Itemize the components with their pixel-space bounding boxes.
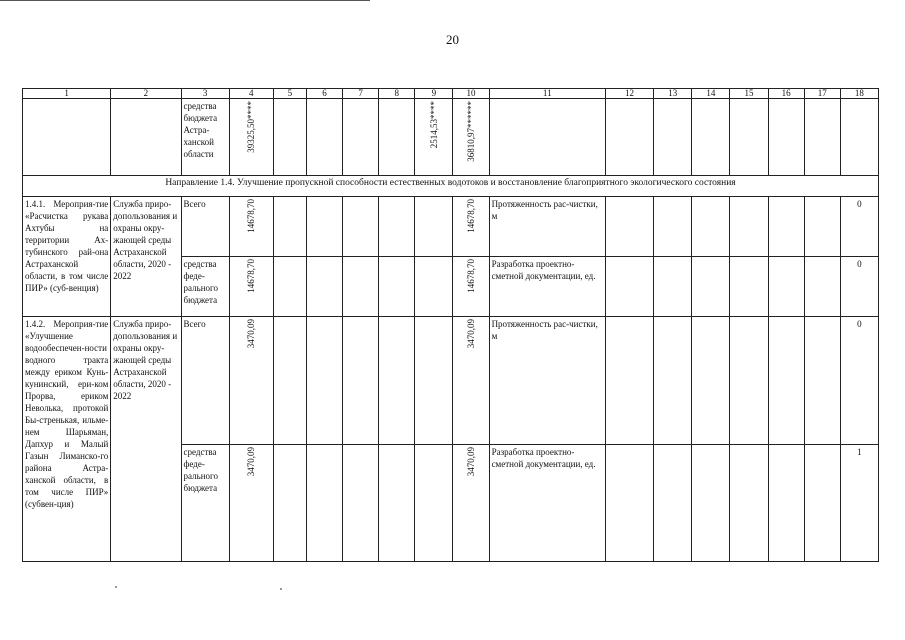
- col-header-1: 1: [23, 89, 111, 99]
- section-row: [23, 176, 879, 197]
- scan-speck: [115, 586, 117, 588]
- col-header-7: 7: [343, 89, 379, 99]
- funding-source: средства феде-рального бюджета: [181, 445, 229, 562]
- col-header-4: 4: [229, 89, 273, 99]
- indicator-name: Протяженность рас-чистки, м: [489, 317, 605, 445]
- amount-value: 39325,50****: [246, 101, 257, 153]
- top-rule: [0, 0, 370, 1]
- col-header-2: 2: [111, 89, 181, 99]
- indicator-name: Разработка проектно-сметной документации, ед.: [489, 445, 605, 562]
- col-header-17: 17: [804, 89, 840, 99]
- executor-period: Служба приро-допользования и охраны окру-жающей среды Астраханской области, 2020 - 2022: [111, 197, 181, 317]
- amount-value: 3470,09: [466, 319, 476, 349]
- col-header-11: 11: [489, 89, 605, 99]
- page-number: 20: [446, 32, 459, 47]
- scan-speck: [280, 588, 282, 590]
- col-header-15: 15: [730, 89, 768, 99]
- table-row: [23, 197, 879, 257]
- indicator-value: 0: [840, 197, 878, 257]
- funding-source: Всего: [181, 197, 229, 257]
- col-header-16: 16: [768, 89, 804, 99]
- amount-value: 2514,53****: [428, 101, 439, 149]
- activity-description: 1.4.2. Мероприя-тие «Улучшение водообеспечен-ности водного тракта между ериком Кунь-кунинский, ери-ком Прорва, ериком Неволька, протокой Бы-стренькая, ильме-нем Шарьяман, Дапхур и Малый Газын Лиманско-го района Астра-ханской области, в том числе ПИР» (субвен-ция): [23, 317, 111, 562]
- program-table: [22, 88, 879, 562]
- header-row: [23, 89, 879, 99]
- activity-description: 1.4.1. Мероприя-тие «Расчистка рукава Ахтубы на территории Ах-тубинского рай-она Астраханской области, в том числе ПИР» (суб-венция): [23, 197, 111, 317]
- amount-value: 14678,70: [466, 259, 476, 293]
- section-title: Направление 1.4. Улучшение пропускной способности естественных водотоков и восстановление благоприятного экологического состояния: [23, 176, 879, 197]
- indicator-value: 0: [840, 317, 878, 445]
- executor-period: Служба приро-допользования и охраны окру-жающей среды Астраханской области, 2020 - 2022: [111, 317, 181, 562]
- funding-source: Всего: [181, 317, 229, 445]
- col-header-5: 5: [273, 89, 306, 99]
- col-header-6: 6: [306, 89, 342, 99]
- funding-source: средства бюджета Астра-ханской области: [181, 99, 229, 176]
- col-header-9: 9: [415, 89, 453, 99]
- amount-value: 14678,70: [246, 259, 257, 293]
- amount-value: 36810,97******: [466, 101, 476, 162]
- col-header-8: 8: [379, 89, 415, 99]
- indicator-value: 0: [840, 257, 878, 317]
- col-header-10: 10: [453, 89, 489, 99]
- amount-value: 14678,70: [246, 199, 257, 233]
- indicator-name: Протяженность рас-чистки, м: [489, 197, 605, 257]
- amount-value: 3470,09: [246, 319, 257, 349]
- amount-value: 3470,09: [466, 447, 476, 477]
- table-row: [23, 99, 879, 176]
- col-header-13: 13: [654, 89, 692, 99]
- col-header-18: 18: [840, 89, 878, 99]
- indicator-name: Разработка проектно-сметной документации, ед.: [489, 257, 605, 317]
- col-header-3: 3: [181, 89, 229, 99]
- amount-value: 14678,70: [466, 199, 476, 233]
- col-header-14: 14: [692, 89, 730, 99]
- amount-value: 3470,09: [246, 447, 257, 477]
- col-header-12: 12: [605, 89, 653, 99]
- indicator-value: 1: [840, 445, 878, 562]
- funding-source: средства феде-рального бюджета: [181, 257, 229, 317]
- table-row: [23, 317, 879, 445]
